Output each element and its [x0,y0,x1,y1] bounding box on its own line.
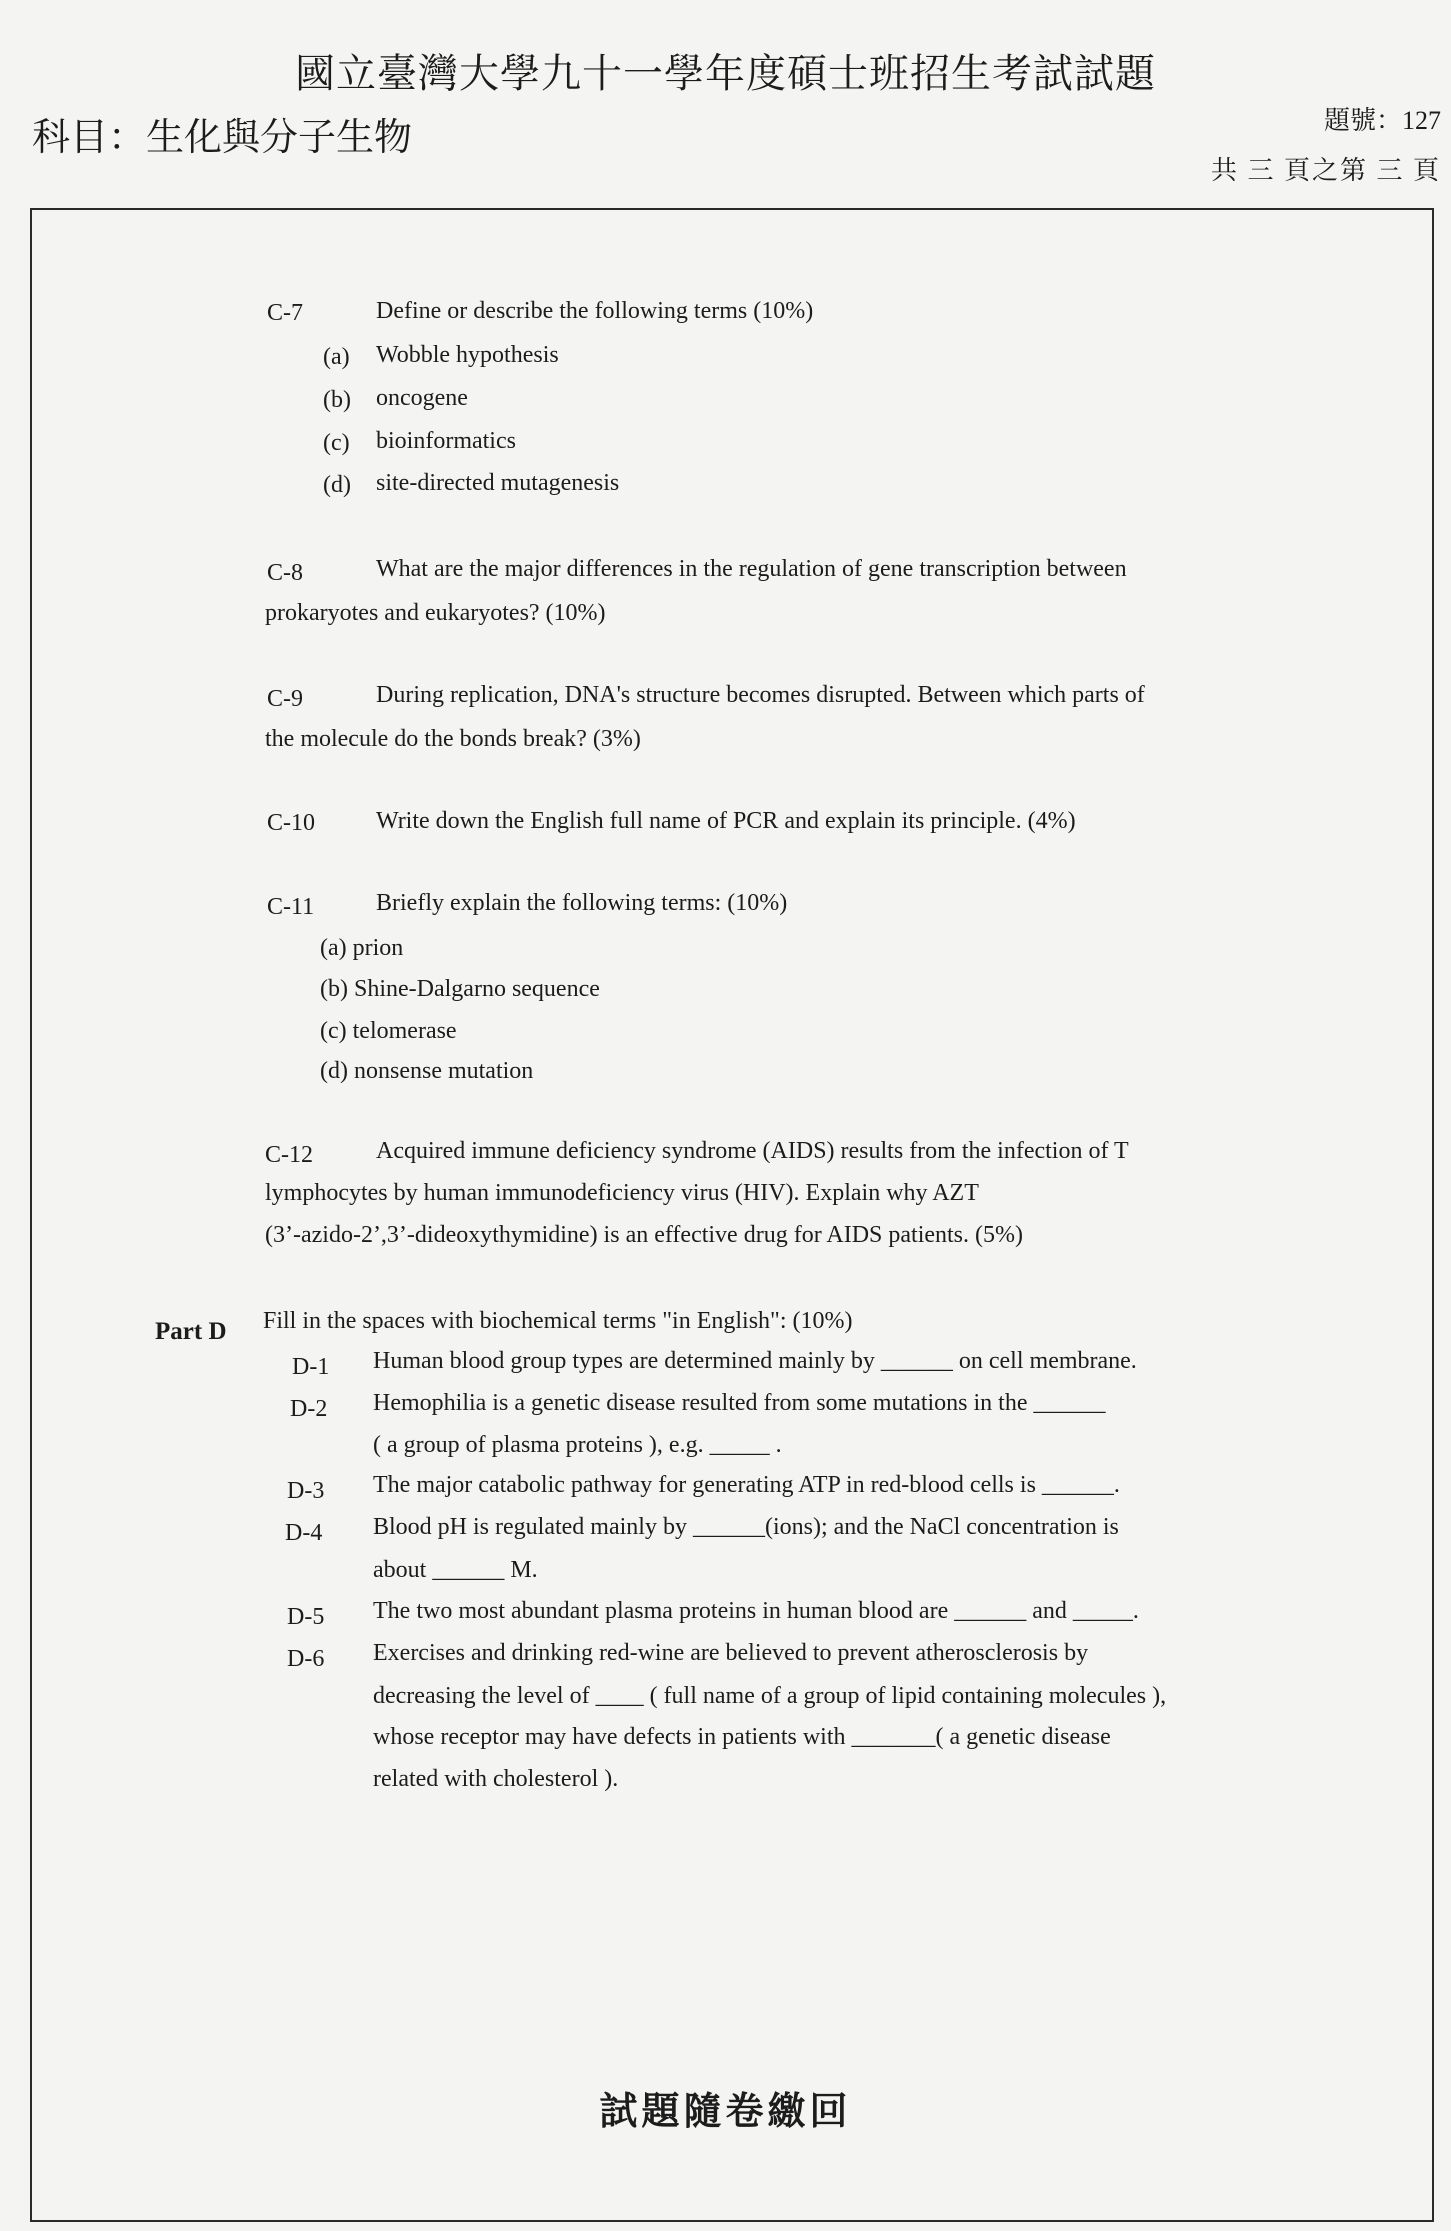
question-number-c12: C-12 [265,1142,313,1168]
c7-item-text: bioinformatics [376,428,516,454]
part-d-item-text: Blood pH is regulated mainly by ______(ions); and the NaCl concentration is [373,1514,1119,1540]
question-number-c7: C-7 [267,300,303,326]
page-title: 國立臺灣大學九十一學年度碩士班招生考試試題 [295,51,1156,96]
part-d-item-text: Hemophilia is a genetic disease resulted from some mutations in the ______ [373,1390,1106,1416]
question-text-c7: Define or describe the following terms (10%) [376,298,814,324]
part-d-item-text: decreasing the level of ____ ( full name of a group of lipid containing molecules ), [373,1683,1167,1709]
footer-return-notice: 試題隨卷繳回 [599,2091,852,2133]
page-info: 共 三 頁之第 三 頁 [1210,156,1441,185]
question-text-c10: Write down the English full name of PCR and explain its principle. (4%) [376,808,1076,834]
subject-label: 科目：生化與分子生物 [32,117,413,159]
part-d-item-number: D-3 [287,1478,325,1504]
c7-item-text: site-directed mutagenesis [376,470,620,496]
part-d-item-text: The two most abundant plasma proteins in human blood are ______ and _____. [373,1598,1139,1624]
part-d-item-number: D-4 [285,1520,323,1546]
part-d-item-text: The major catabolic pathway for generating ATP in red-blood cells is ______. [373,1472,1120,1498]
c11-item: (a) prion [320,935,404,961]
c11-item: (c) telomerase [320,1018,457,1044]
question-text-c8-line1: What are the major differences in the regulation of gene transcription between [376,556,1127,582]
question-text-c12-line2: lymphocytes by human immunodeficiency virus (HIV). Explain why AZT [265,1180,979,1206]
exam-content-box [30,208,1434,2222]
part-d-item-text: Human blood group types are determined mainly by ______ on cell membrane. [373,1348,1137,1374]
part-d-item-number: D-1 [292,1354,330,1380]
question-number-c8: C-8 [267,560,303,586]
part-d-item-number: D-2 [290,1396,328,1422]
question-text-c9-line1: During replication, DNA's structure becomes disrupted. Between which parts of [376,682,1145,708]
part-d-item-text: related with cholesterol ). [373,1766,619,1792]
question-text-c12-line3: (3’-azido-2’,3’-dideoxythymidine) is an effective drug for AIDS patients. (5%) [265,1222,1023,1248]
part-d-item-text: ( a group of plasma proteins ), e.g. _____ . [373,1432,782,1458]
c7-item-label: (c) [323,430,350,456]
question-number-c11: C-11 [267,894,315,920]
question-number-c10: C-10 [267,810,315,836]
c7-item-label: (b) [323,387,351,413]
c7-item-text: Wobble hypothesis [376,342,559,368]
question-text-c11: Briefly explain the following terms: (10%) [376,890,788,916]
part-d-item-text: Exercises and drinking red-wine are believed to prevent atherosclerosis by [373,1640,1089,1666]
question-text-c9-line2: the molecule do the bonds break? (3%) [265,726,641,752]
c7-item-label: (a) [323,344,350,370]
question-number: 題號：127 [1323,106,1441,135]
part-d-item-number: D-6 [287,1646,325,1672]
part-d-item-number: D-5 [287,1604,325,1630]
question-text-c8-line2: prokaryotes and eukaryotes? (10%) [265,600,606,626]
c7-item-text: oncogene [376,385,468,411]
part-d-item-text: whose receptor may have defects in patients with _______( a genetic disease [373,1724,1111,1750]
c7-item-label: (d) [323,472,351,498]
c11-item: (d) nonsense mutation [320,1058,534,1084]
c11-item: (b) Shine-Dalgarno sequence [320,976,600,1002]
part-d-item-text: about ______ M. [373,1557,538,1583]
part-d-intro: Fill in the spaces with biochemical terms "in English": (10%) [263,1308,853,1334]
question-text-c12-line1: Acquired immune deficiency syndrome (AIDS) results from the infection of T [376,1138,1129,1164]
question-number-c9: C-9 [267,686,303,712]
part-d-label: Part D [155,1318,227,1345]
